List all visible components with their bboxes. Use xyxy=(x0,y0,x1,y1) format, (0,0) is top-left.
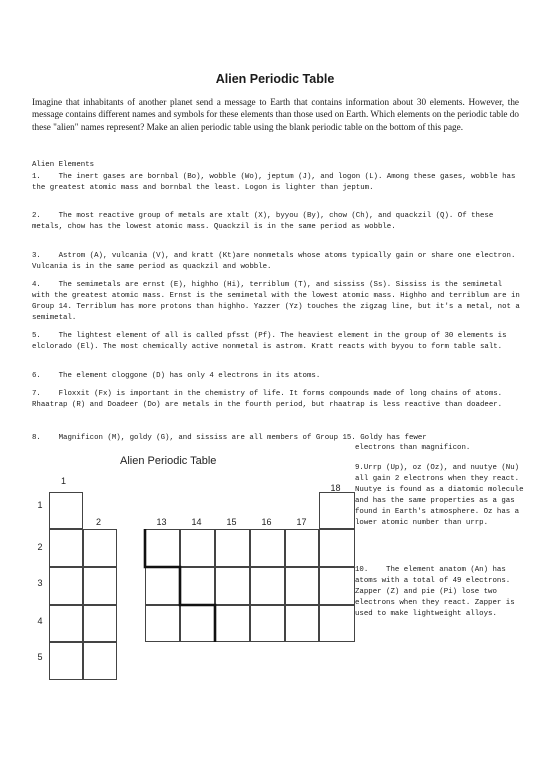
page-title: Alien Periodic Table xyxy=(215,72,335,86)
period-label-2: 2 xyxy=(37,542,43,552)
intro-paragraph: Imagine that inhabitants of another planet send a message to Earth that contains information about 30 elements. However, the message contains different names and symbols for these elements than those used on Earth. Which elements on the periodic table do these "alien" names represent? Make an alien periodic table using the blank periodic table on the bottom of this page. xyxy=(32,97,519,132)
group-label-1: 1 xyxy=(60,476,66,486)
group-label-18: 18 xyxy=(330,483,341,493)
clue-4: 4. The semimetals are ernst (E), highho (Hi), terriblum (T), and sississ (Ss). Sississ is the semimetal with the greatest atomic mass. Ernst is the semimetal with the lowest atomic mass. Highho and terriblum are in Group 14. Terriblum has more protons than highho. Yazzer (Yz) touches the zigzag line, but it's a metal, not a semimetal. xyxy=(32,281,525,322)
clue-7: 7. Floxxit (Fx) is important in the chemistry of life. It forms compounds made of long chains of atoms. Rhaatrap (R) and Doadeer (Do) are metals in the fourth period, but rhaatrap is less reactive than doadeer. xyxy=(32,390,507,409)
period-label-5: 5 xyxy=(37,652,43,662)
clue-10: 10. The element anatom (An) has atoms with a total of 49 electrons. Zapper (Z) and pie (Pi) lose two electrons when they react. Zapper is used to make lightweight alloys. xyxy=(355,566,520,618)
group-label-14: 14 xyxy=(191,517,202,527)
group-label-13: 13 xyxy=(156,517,167,527)
period-label-4: 4 xyxy=(37,616,43,626)
group-label-2: 2 xyxy=(95,517,101,527)
clue-8: 8. Magnificon (M), goldy (G), and sississ are all members of Group 15. Goldy has fewer xyxy=(32,434,427,442)
period-label-1: 1 xyxy=(37,500,43,510)
group-label-16: 16 xyxy=(261,517,272,527)
period-label-3: 3 xyxy=(37,578,43,588)
group-label-17: 17 xyxy=(296,517,307,527)
clue-3: 3. Astrom (A), vulcania (V), and kratt (Kt)are nonmetals whose atoms typically gain or share one electron. Vulcania is in the same period as quackzil and wobble. xyxy=(32,252,520,271)
clue-8-tail: electrons than magnificon. xyxy=(355,444,471,452)
clue-2: 2. The most reactive group of metals are xtalt (X), byyou (By), chow (Ch), and quackzil (Q). Of these metals, chow has the lowest atomic mass. Quackzil is in the same period as wobble. xyxy=(32,212,498,231)
group-label-15: 15 xyxy=(226,517,237,527)
clue-6: 6. The element cloggone (D) has only 4 electrons in its atoms. xyxy=(32,372,321,380)
clue-5: 5. The lightest element of all is called pfsst (Pf). The heaviest element in the group of 30 elements is elclorado (El). The most chemically active nonmetal is astrom. Kratt reacts with byyou to form table salt. xyxy=(32,332,511,351)
clue-1: 1. The inert gases are bornbal (Bo), wobble (Wo), jeptum (J), and logon (L). Among these gases, wobble has the greatest atomic mass and bornbal the least. Logon is lighter than jeptum. xyxy=(32,173,520,192)
clue-9: 9.Urrp (Up), oz (Oz), and nuutye (Nu) all gain 2 electrons when they react. Nuutye is found as a diatomic molecule and has the same properties as a gas found in Earth's atmosphere. Oz has a lower atomic number than urrp. xyxy=(355,464,528,527)
elements-heading: Alien Elements xyxy=(32,161,95,169)
figure-title: Alien Periodic Table xyxy=(120,455,217,467)
